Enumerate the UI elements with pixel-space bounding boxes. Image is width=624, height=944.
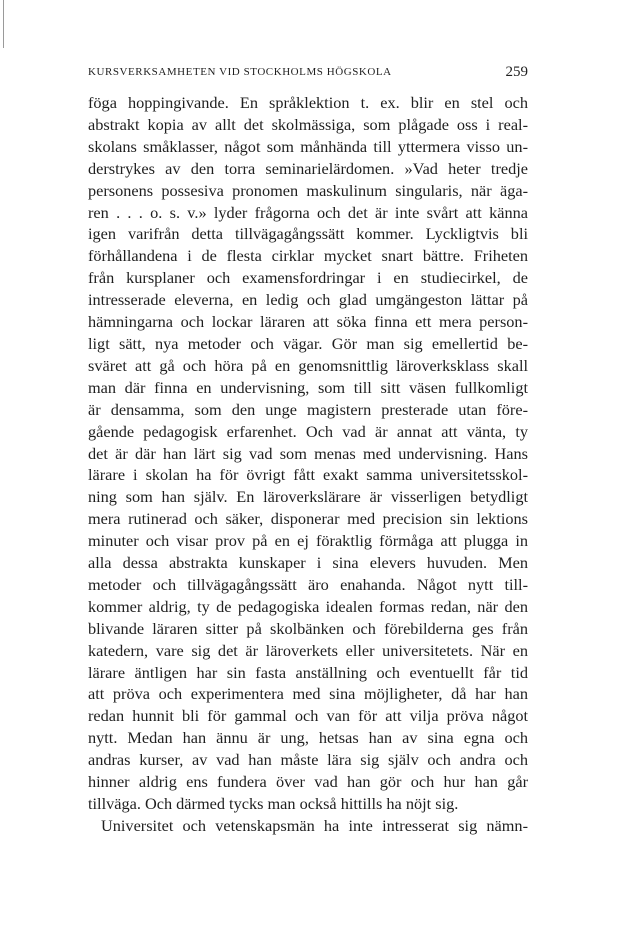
text-line: kommer aldrig, ty de pedagogiska idealen formas redan, när den bbox=[88, 596, 528, 616]
text-line: förhållandena i de flesta cirklar mycket snart bättre. Friheten bbox=[88, 246, 528, 266]
text-line: lärare äntligen har sin fasta anställning och eventuellt får tid bbox=[88, 662, 528, 682]
text-line: personens possesiva pronomen maskulinum singularis, när äga- bbox=[88, 180, 528, 200]
text-line: intresserade eleverna, en ledig och glad umgängeston lättar på bbox=[88, 290, 528, 310]
text-line: katedern, vare sig det är läroverkets eller universitetets. När en bbox=[88, 640, 528, 660]
text-line: är densamma, som den unge magistern presterade utan före- bbox=[88, 399, 528, 419]
running-title: KURSVERKSAMHETEN VID STOCKHOLMS HÖGSKOLA bbox=[88, 66, 392, 78]
text-line: metoder och tillvägagångssätt äro enahanda. Något nytt till- bbox=[88, 574, 528, 594]
text-line: minuter och visar prov på en ej föraktlig förmåga att plugga in bbox=[88, 531, 528, 551]
text-line: ning som han själv. En läroverkslärare är visserligen betydligt bbox=[88, 487, 528, 507]
text-line: andras kurser, av vad han måste lära sig själv och andra och bbox=[88, 750, 528, 770]
text-line: hinner aldrig ens fundera över vad han gör och hur han går bbox=[88, 772, 528, 792]
text-line: derstrykes av den torra seminarielärdomen. »Vad heter tredje bbox=[88, 158, 528, 178]
text-line: det är där han lärt sig vad som menas med undervisning. Hans bbox=[88, 443, 528, 463]
text-line: skolans småklasser, något som månhända till yttermera visso un- bbox=[88, 136, 528, 156]
text-line: sväret att gå och höra på en genomsnittlig läroverksklass skall bbox=[88, 355, 528, 375]
text-line: igen varifrån detta tillvägagångssätt kommer. Lyckligtvis bli bbox=[88, 224, 528, 244]
text-line: nytt. Medan han ännu är ung, hetsas han av sina egna och bbox=[88, 728, 528, 748]
page-number: 259 bbox=[505, 64, 528, 80]
text-line: föga hoppingivande. En språklektion t. ex. blir en stel och bbox=[88, 93, 528, 112]
text-line: ligt sätt, nya metoder och vägar. Gör man sig emellertid be- bbox=[88, 333, 528, 353]
running-head bbox=[88, 64, 528, 84]
text-line: abstrakt kopia av allt det skolmässiga, som plågade oss i real- bbox=[88, 114, 528, 134]
text-line: man där finna en undervisning, som till sitt väsen fullkomligt bbox=[88, 377, 528, 397]
text-line: alla dessa abstrakta kunskaper i sina elevers huvuden. Men bbox=[88, 553, 528, 573]
text-line: mera rutinerad och säker, disponerar med precision sin lektions bbox=[88, 509, 528, 529]
text-line: att pröva och experimentera med sina möjligheter, då har han bbox=[88, 684, 528, 704]
text-line: redan hunnit bli för gammal och van för att vilja pröva något bbox=[88, 706, 528, 726]
scan-edge-line bbox=[3, 0, 4, 48]
text-line: gående pedagogisk erfarenhet. Och vad är annat att vänta, ty bbox=[88, 421, 528, 441]
text-line: blivande läraren sitter på skolbänken och förebilderna ges från bbox=[88, 618, 528, 638]
text-line: lärare i skolan ha för övrigt fått exakt samma universitetsskol- bbox=[88, 465, 528, 485]
text-line: från kursplaner och examensfordringar i en studiecirkel, de bbox=[88, 268, 528, 288]
text-line-paragraph-start: Universitet och vetenskapsmän ha inte intresserat sig nämn- bbox=[101, 815, 528, 835]
text-line: ren . . . o. s. v.» lyder frågorna och det är inte svårt att känna bbox=[88, 202, 528, 222]
text-line: hämningarna och lockar läraren att söka finna ett mera person- bbox=[88, 312, 528, 332]
text-line-paragraph-end: tillväga. Och därmed tycks man också hittills ha nöjt sig. bbox=[88, 794, 459, 813]
body-text bbox=[88, 92, 528, 837]
